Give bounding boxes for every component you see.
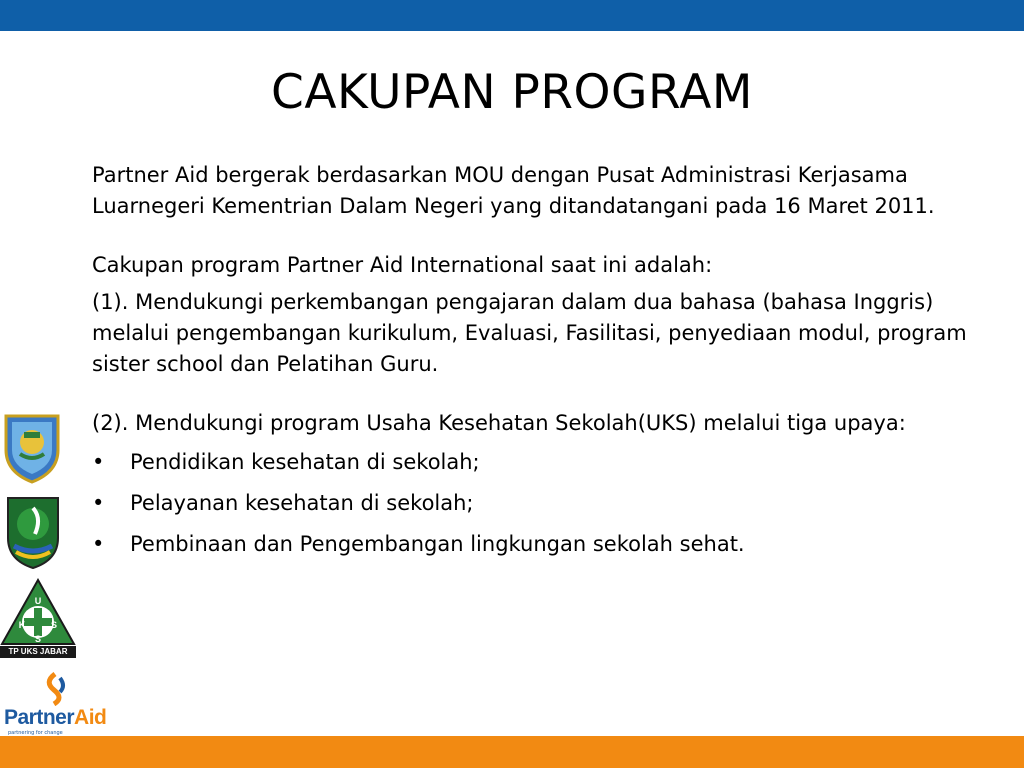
list-item — [92, 529, 1004, 560]
uks-logo-label: TP UKS JABAR — [0, 646, 76, 658]
uks-letter-u: U — [34, 596, 42, 606]
top-accent-bar — [0, 0, 1024, 31]
uks-effort-list — [92, 447, 1004, 560]
slide-body — [92, 160, 1004, 570]
bullet-icon: • — [92, 491, 105, 515]
slide-title: CAKUPAN PROGRAM — [271, 65, 753, 120]
list-item — [92, 488, 1004, 519]
partner-aid-swirl-icon — [40, 672, 70, 706]
uks-logo-icon — [0, 578, 76, 646]
uks-letter-s-bottom: S — [34, 634, 42, 644]
body-paragraph-point-1: (1). Mendukungi perkembangan pengajaran dalam dua bahasa (bahasa Inggris) melalui pengembangan kurikulum, Evaluasi, Fasilitasi, penyediaan modul, program sister school dan Pelatihan Guru. — [92, 290, 967, 376]
bullet-icon: • — [92, 450, 105, 474]
body-paragraph-point-2: (2). Mendukungi program Usaha Kesehatan Sekolah(UKS) melalui tiga upaya: — [92, 411, 906, 435]
list-item — [92, 447, 1004, 478]
bullet-icon: • — [92, 532, 105, 556]
provincial-emblem-icon — [2, 410, 62, 484]
list-item-text: Pembinaan dan Pengembangan lingkungan sekolah sehat. — [130, 532, 745, 556]
bottom-accent-bar — [0, 736, 1024, 768]
list-item-text: Pelayanan kesehatan di sekolah; — [130, 491, 474, 515]
uks-letter-s: S — [50, 620, 58, 630]
partner-aid-tagline: partnering for change — [8, 730, 63, 736]
partner-aid-name-part1: Partner — [4, 706, 75, 729]
body-paragraph-mou: Partner Aid bergerak berdasarkan MOU dengan Pusat Administrasi Kerjasama Luarnegeri Kementrian Dalam Negeri yang ditandatangani pada 16 Maret 2011. — [92, 163, 935, 218]
list-item-text: Pendidikan kesehatan di sekolah; — [130, 450, 480, 474]
west-java-emblem-icon — [2, 494, 64, 570]
uks-letter-k: K — [18, 620, 26, 630]
partner-aid-name-part2: Aid — [74, 706, 107, 729]
body-paragraph-scope-intro: Cakupan program Partner Aid International saat ini adalah: — [92, 253, 713, 277]
partner-aid-logo-text — [4, 706, 106, 730]
